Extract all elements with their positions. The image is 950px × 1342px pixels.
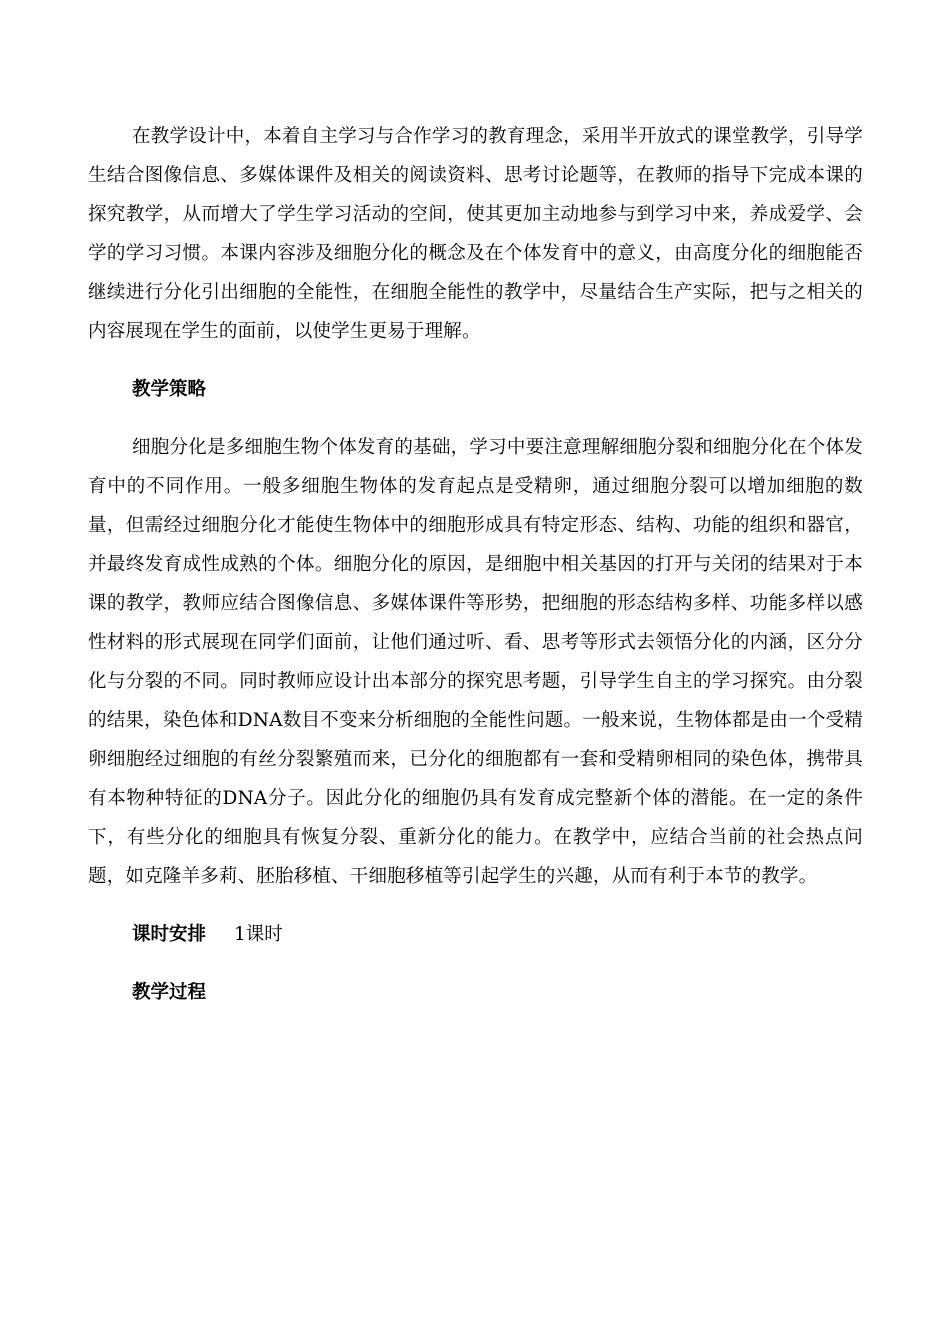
spacer [88,351,863,370]
paragraph-teaching-design: 在教学设计中，本着自主学习与合作学习的教育理念，采用半开放式的课堂教学，引导学生结合图像信息、多媒体课件及相关的阅读资料、思考讨论题等，在教师的指导下完成本课的探究教学，从而增大了学生学习活动的空间，使其更加主动地参与到学习中来，养成爱学、会学的学习习惯。本课内容涉及细胞分化的概念及在个体发育中的意义，由高度分化的细胞能否继续进行分化引出细胞的全能性，在细胞全能性的教学中，尽量结合生产实际，把与之相关的内容展现在学生的面前，以使学生更易于理解。 [88,126,863,342]
paragraph-teaching-strategy: 细胞分化是多细胞生物个体发育的基础，学习中要注意理解细胞分裂和细胞分化在个体发育中的不同作用。一般多细胞生物体的发育起点是受精卵，通过细胞分裂可以增加细胞的数量，但需经过细胞分化才能使生物体中的细胞形成具有特定形态、结构、功能的组织和器官，并最终发育成性成熟的个体。细胞分化的原因，是细胞中相关基因的打开与关闭的结果对于本课的教学，教师应结合图像信息、多媒体课件等形势，把细胞的形态结构多样、功能多样以感性材料的形式展现在同学们面前，让他们通过听、看、思考等形式去领悟分化的内涵，区分分化与分裂的不同。同时教师应设计出本部分的探究思考题，引导学生自主的学习探究。由分裂的结果，染色体和DNA数目不变来分析细胞的全能性问题。一般来说，生物体都是由一个受精卵细胞经过细胞的有丝分裂繁殖而来，已分化的细胞都有一套和受精卵相同的染色体，携带具有本物种特征的DNA分子。因此分化的细胞仍具有发育成完整新个体的潜能。在一定的条件下，有些分化的细胞具有恢复分裂、重新分化的能力。在教学中，应结合当前的社会热点问题，如克隆羊多莉、胚胎移植、干细胞移植等引起学生的兴趣，从而有利于本节的教学。 [88,437,863,887]
spacer [88,954,863,973]
heading-class-schedule [88,915,863,954]
schedule-label: 课时安排 [132,924,207,945]
heading-teaching-strategy: 教学策略 [132,379,207,400]
heading-teaching-process: 教学过程 [132,982,207,1003]
spacer [88,896,863,915]
spacer [88,409,863,428]
schedule-value: 1课时 [234,924,283,945]
document-body [88,117,863,1012]
